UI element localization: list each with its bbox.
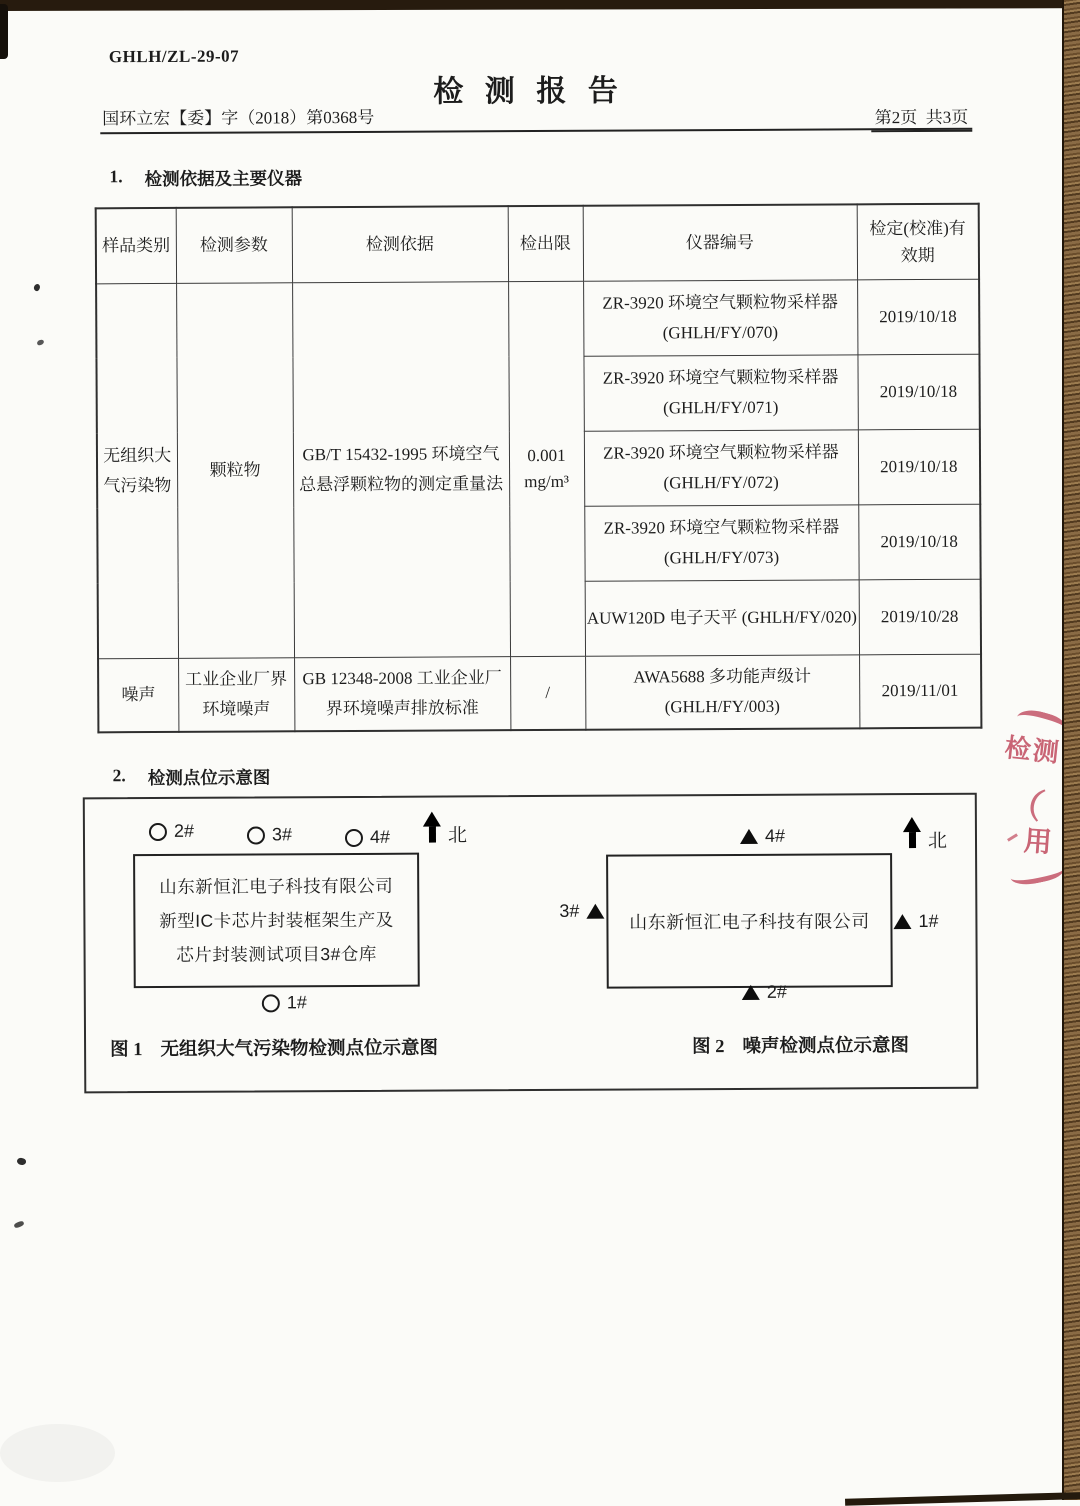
point-label: 3# bbox=[559, 900, 580, 921]
table-header-row bbox=[96, 204, 979, 284]
cell-valid-date: 2019/10/18 bbox=[858, 429, 980, 505]
point-label: 4# bbox=[764, 825, 786, 846]
cell-noise-category: 噪声 bbox=[98, 658, 178, 732]
fig2-point-4 bbox=[740, 826, 785, 847]
fig2-point-3 bbox=[559, 901, 604, 922]
circle-marker-icon bbox=[262, 994, 280, 1012]
form-code: GHLH/ZL-29-07 bbox=[108, 46, 240, 67]
stamp-text: 用 bbox=[1022, 826, 1053, 859]
section1-heading bbox=[109, 165, 302, 191]
fig2-north-indicator bbox=[903, 817, 947, 853]
cell-instrument: AWA5688 多功能声级计 (GHLH/FY/003) bbox=[585, 654, 859, 729]
building-line: 芯片封装测试项目3#仓库 bbox=[176, 943, 377, 965]
stamp-text: 检测 bbox=[1003, 733, 1063, 768]
table-row bbox=[98, 654, 981, 733]
stamp-stroke bbox=[1007, 833, 1018, 841]
fig1-point-2 bbox=[149, 821, 194, 842]
fig1-caption bbox=[110, 1034, 438, 1062]
header-parameter: 检测参数 bbox=[176, 207, 292, 283]
section2-title: 检测点位示意图 bbox=[147, 767, 271, 789]
cell-instrument: ZR-3920 环境空气颗粒物采样器(GHLH/FY/073) bbox=[584, 504, 858, 580]
cell-instrument: ZR-3920 环境空气颗粒物采样器(GHLH/FY/070) bbox=[583, 279, 857, 355]
section1-title: 检测依据及主要仪器 bbox=[144, 168, 303, 190]
cell-air-basis: GB/T 15432-1995 环境空气 总悬浮颗粒物的测定重量法 bbox=[292, 281, 510, 657]
cell-noise-basis: GB 12348-2008 工业企业厂界环境噪声排放标准 bbox=[294, 656, 510, 731]
fig2-caption-label: 图 2 bbox=[692, 1037, 725, 1058]
fig2-point-1 bbox=[893, 911, 938, 932]
section2-number: 2. bbox=[112, 765, 126, 786]
instruments-table bbox=[95, 203, 983, 734]
header-instrument-no: 仪器编号 bbox=[583, 204, 857, 280]
north-label: 北 bbox=[927, 830, 948, 852]
point-label: 4# bbox=[369, 826, 391, 847]
cell-noise-parameter: 工业企业厂界环境噪声 bbox=[178, 657, 294, 732]
figures-container bbox=[83, 793, 979, 1094]
stamp-bracket: （ bbox=[1005, 782, 1048, 827]
limit-unit: mg/m³ bbox=[524, 471, 570, 491]
table-row bbox=[96, 279, 979, 359]
header-valid-period: 检定(校准)有效期 bbox=[857, 204, 979, 280]
header-detection-limit: 检出限 bbox=[508, 206, 583, 281]
header-sample-category: 样品类别 bbox=[96, 208, 176, 283]
point-label: 2# bbox=[173, 820, 195, 841]
page-title: 检 测 报 告 bbox=[433, 74, 625, 109]
cell-instrument: ZR-3920 环境空气颗粒物采样器(GHLH/FY/071) bbox=[583, 354, 857, 430]
cell-valid-date: 2019/11/01 bbox=[859, 654, 981, 729]
stamp-arc-icon bbox=[1008, 857, 1065, 889]
fig2-building-box bbox=[606, 853, 893, 988]
fig2-caption bbox=[692, 1031, 909, 1058]
cell-valid-date: 2019/10/18 bbox=[857, 354, 979, 430]
cell-air-category: 无组织大气污染物 bbox=[96, 283, 178, 658]
cell-noise-limit: / bbox=[510, 656, 585, 730]
circle-marker-icon bbox=[247, 826, 265, 844]
building-line: 新型IC卡芯片封装框架生产及 bbox=[159, 909, 394, 931]
scan-corner-mark bbox=[0, 4, 8, 59]
header-rule bbox=[100, 98, 972, 135]
circle-marker-icon bbox=[345, 828, 363, 846]
point-label: 3# bbox=[271, 824, 293, 845]
cell-air-parameter: 颗粒物 bbox=[176, 282, 294, 658]
point-label: 2# bbox=[766, 981, 787, 1002]
fig1-building-box bbox=[133, 853, 420, 988]
section1-number: 1. bbox=[109, 166, 123, 187]
point-label: 1# bbox=[286, 992, 307, 1013]
north-label: 北 bbox=[447, 825, 468, 847]
fig2-caption-text: 噪声检测点位示意图 bbox=[742, 1036, 910, 1057]
section2-heading bbox=[113, 764, 271, 790]
fig1-point-4 bbox=[345, 827, 390, 848]
fig1-north-indicator bbox=[423, 811, 467, 847]
triangle-marker-icon bbox=[740, 829, 758, 844]
fig1-caption-text: 无组织大气污染物检测点位示意图 bbox=[160, 1038, 439, 1060]
north-arrow-icon bbox=[903, 817, 921, 848]
cell-instrument: ZR-3920 环境空气颗粒物采样器(GHLH/FY/072) bbox=[584, 429, 858, 505]
scan-edge-right bbox=[1062, 0, 1080, 1500]
report-number: 国环立宏【委】字（2018）第0368号 bbox=[102, 107, 375, 129]
header-basis: 检测依据 bbox=[292, 206, 508, 282]
cell-valid-date: 2019/10/18 bbox=[858, 504, 980, 580]
triangle-marker-icon bbox=[586, 904, 604, 919]
north-arrow-icon bbox=[423, 812, 441, 843]
cell-air-limit bbox=[508, 281, 585, 656]
cell-instrument: AUW120D 电子天平 (GHLH/FY/020) bbox=[585, 579, 859, 655]
fig1-point-1 bbox=[262, 992, 307, 1013]
point-label: 1# bbox=[918, 910, 939, 932]
fig1-point-3 bbox=[247, 824, 292, 845]
building-line: 山东新恒汇电子科技有限公司 bbox=[629, 911, 870, 933]
triangle-marker-icon bbox=[893, 914, 911, 929]
circle-marker-icon bbox=[149, 822, 167, 840]
building-line: 山东新恒汇电子科技有限公司 bbox=[159, 875, 394, 897]
limit-value: 0.001 bbox=[527, 445, 566, 466]
cell-valid-date: 2019/10/18 bbox=[857, 279, 979, 355]
cell-valid-date: 2019/10/28 bbox=[859, 579, 981, 655]
page-indicator: 第2页 共3页 bbox=[871, 103, 973, 133]
fig1-caption-label: 图 1 bbox=[110, 1040, 143, 1061]
triangle-marker-icon bbox=[742, 985, 760, 1000]
fig2-point-2 bbox=[742, 982, 787, 1003]
